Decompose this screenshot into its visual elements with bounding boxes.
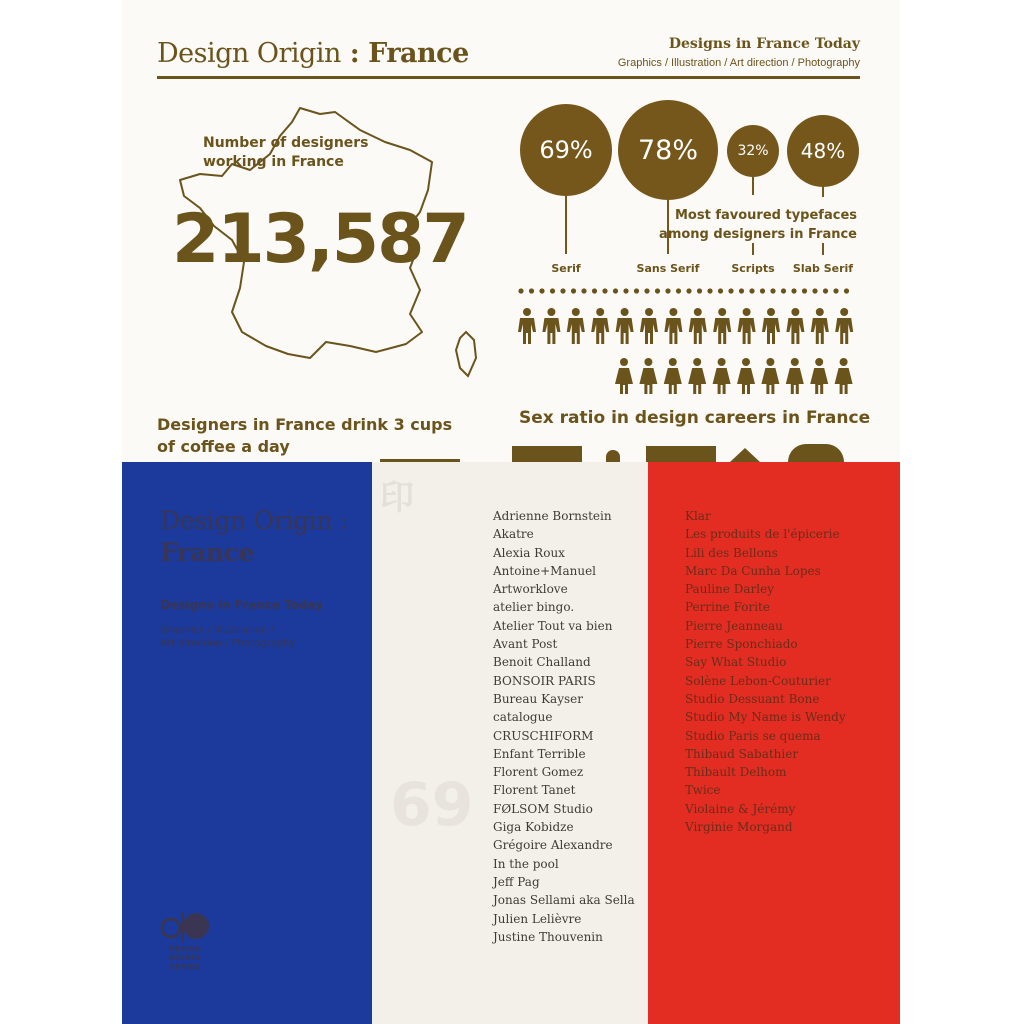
divider-dot [833,288,838,293]
contributor-name: BONSOIR PARIS [493,673,596,688]
contributor-name: Akatre [493,527,534,542]
contributor-name: Thibaud Sabathier [685,746,799,761]
contributor-name: In the pool [493,856,559,871]
contributor-name: Pierre Sponchiado [685,637,798,652]
ratio-figure-fragment [512,446,582,462]
cover-title: Design Origin : France [160,506,349,567]
divider-dot [739,288,744,293]
contributor-name: Florent Gomez [493,765,584,780]
contributor-name: atelier bingo. [493,600,575,615]
divider-dot [791,288,796,293]
man-icon [738,308,756,344]
contributor-name: Florent Tanet [493,783,576,798]
divider-dot [728,288,733,293]
ghost-print-2: 69 [390,770,474,840]
typeface-caption: Most favoured typefaces among designers in France [659,208,857,242]
divider-dot [749,288,754,293]
divider-dot [802,288,807,293]
man-icon [689,308,707,344]
woman-icon [664,358,682,394]
serif-label: Serif [551,262,581,275]
scripts-stem-upper [752,177,754,195]
woman-icon [713,358,731,394]
contributor-name: Giga Kobidze [493,820,574,835]
contributor-name: Enfant Terrible [493,746,586,761]
contributor-name: CRUSCHIFORM [493,728,594,743]
contributors-list-1 [493,507,635,946]
ratio-figure-fragment-2 [646,446,716,462]
man-icon [567,308,585,344]
man-icon [762,308,780,344]
slab-serif-label: Slab Serif [792,262,854,275]
divider-dot [655,288,660,293]
man-icon [713,308,731,344]
contributor-name: Studio Dessuant Bone [685,691,820,706]
contributor-name: Grégoire Alexandre [493,838,613,853]
divider-dot [550,288,555,293]
scripts-percent-bubble: 32% [727,125,779,177]
divider-dot [812,288,817,293]
divider-dot [518,288,523,293]
contributor-name: FØLSOM Studio [493,801,593,816]
divider-dot [770,288,775,293]
contributor-name: Atelier Tout va bien [493,618,613,633]
slab-serif-stem-lower [822,243,824,255]
divider-dot [581,288,586,293]
divider-dot [592,288,597,293]
contributor-name: Studio My Name is Wendy [685,710,846,725]
divider-dot [602,288,607,293]
man-icon [616,308,634,344]
designers-count-label: Number of designers working in France [203,135,369,170]
divider-dot [781,288,786,293]
contributor-name: Justine Thouvenin [493,929,603,944]
slab-serif-percent-bubble: 48% [787,115,859,187]
slab-serif-stem-upper [822,187,824,197]
ratio-colon-fragment [606,450,620,462]
divider-dot [644,288,649,293]
woman-icon [615,358,633,394]
man-icon [640,308,658,344]
woman-icon [761,358,779,394]
page-title: Design Origin : France [157,38,469,69]
contributor-name: Klar [685,509,711,523]
contributor-name: Bureau Kayser [493,691,583,706]
contributor-name: Jonas Sellami aka Sella [493,893,635,908]
man-icon [664,308,682,344]
woman-icon [835,358,853,394]
contributor-name: Lili des Bellons [685,545,778,560]
divider-dot [539,288,544,293]
sex-ratio-title: Sex ratio in design careers in France [519,408,871,428]
contributor-name: Perrine Forite [685,600,770,615]
contributor-name: Pauline Darley [685,582,774,597]
man-icon [835,308,853,344]
logo-caption: DESIGN ORIGIN SERIES [168,945,202,971]
divider-dot [529,288,534,293]
contributor-name: Solène Lebon-Couturier [685,673,831,688]
divider-dot [760,288,765,293]
contributor-name: Jeff Pag [493,874,540,889]
woman-icon [688,358,706,394]
man-icon [786,308,804,344]
coffee-stat: Designers in France drink 3 cups of coffee a day [157,415,453,456]
woman-icon [737,358,755,394]
contributor-name: Virginie Morgand [685,820,793,835]
contributor-name: Twice [685,783,721,798]
contributor-name: catalogue [493,710,553,725]
designers-count: 213,587 [172,200,468,279]
serif-percent-bubble: 69% [520,104,612,196]
header-categories: Graphics / Illustration / Art direction / Photography [617,57,860,69]
divider-dot [697,288,702,293]
divider-dot [686,288,691,293]
cover-categories: Graphics / Illustration / Art direction / Photography [160,625,296,649]
header-subtitle-block [618,36,860,69]
header-rule [157,76,860,79]
divider-dot [718,288,723,293]
divider-dot [571,288,576,293]
divider-dot [623,288,628,293]
man-icon [591,308,609,344]
woman-icon [786,358,804,394]
cover-subtitle: Designs in France Today [160,598,324,612]
man-icon [811,308,829,344]
contributor-name: Julien Lelièvre [493,911,582,926]
divider-dot [844,288,849,293]
sans-serif-percent-bubble: 78% [618,100,718,200]
header-subtitle: Designs in France Today [668,36,860,52]
contributor-name: Artworklove [493,582,568,597]
man-icon [542,308,560,344]
contributor-name: Alexia Roux [493,545,565,560]
scripts-label: Scripts [731,262,775,275]
divider-dot [634,288,639,293]
divider-dot [560,288,565,293]
divider-dot [707,288,712,293]
contributor-name: Thibault Delhom [685,765,787,780]
contributor-name: Studio Paris se quema [685,728,821,743]
design-origin-logo-icon [160,908,210,944]
woman-icon [810,358,828,394]
man-icon [518,308,536,344]
woman-icon [639,358,657,394]
contributor-name: Pierre Jeanneau [685,618,783,633]
contributor-name: Antoine+Manuel [493,563,597,578]
ghost-print: 印 [380,478,414,518]
divider-dot [613,288,618,293]
contributor-name: Benoit Challand [493,655,591,670]
contributor-name: Avant Post [493,637,558,652]
serif-stem [565,196,567,254]
contributor-name: Marc Da Cunha Lopes [685,563,821,578]
people-pictogram-grid [517,308,862,398]
divider-dot [676,288,681,293]
divider-dot [665,288,670,293]
contributor-name: Violaine & Jérémy [685,801,796,816]
divider-dot [823,288,828,293]
sans-serif-label: Sans Serif [636,262,700,275]
contributor-name: Say What Studio [685,655,787,670]
contributor-name: Adrienne Bornstein [493,509,612,523]
circle-fragment [788,444,844,462]
scripts-stem-lower [752,243,754,255]
contributors-list-2 [685,507,846,836]
contributor-name: Les produits de l'épicerie [685,527,840,542]
dotted-divider [517,287,857,295]
